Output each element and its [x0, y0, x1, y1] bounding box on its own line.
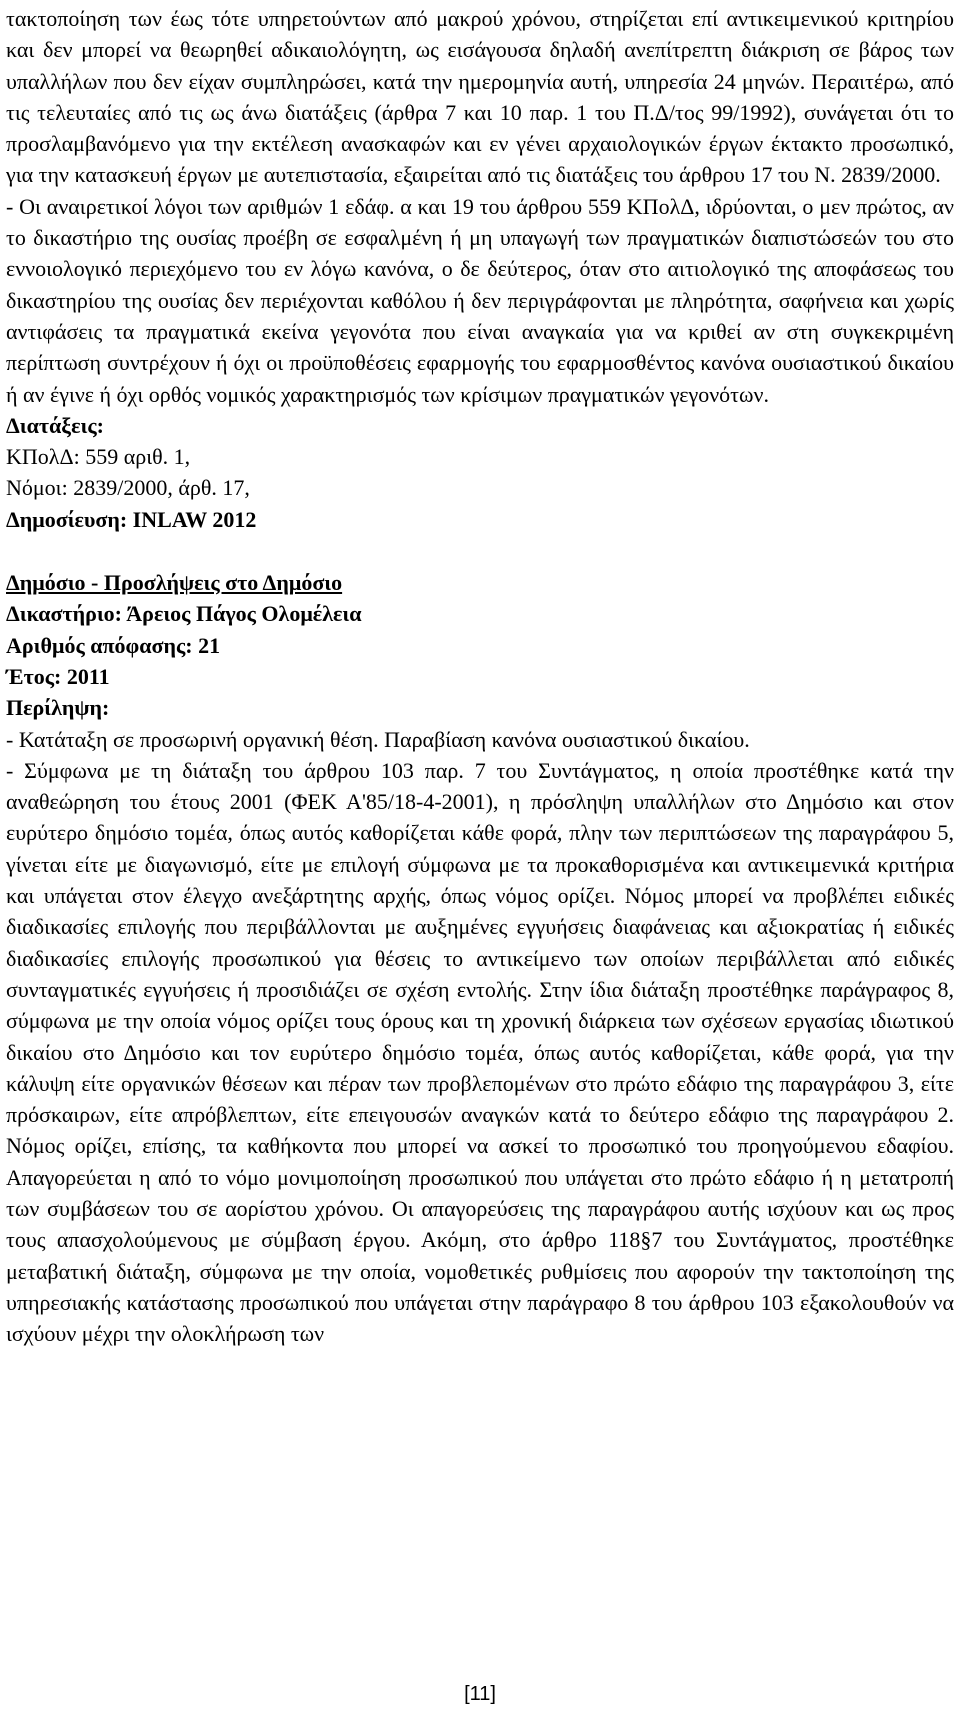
- summary-item-2: - Σύμφωνα με τη διάταξη του άρθρου 103 παρ. 7 του Συντάγματος, η οποία προστέθηκε κατά την αναθεώρηση του έτους 2001 (ΦΕΚ Α'85/18-4-2001), η πρόσληψη υπαλλήλων στο Δημόσιο και στον ευρύτερο δημόσιο τομέα, όπως αυτός καθορίζεται κάθε φορά, πλην των περιπτώσεων της παραγράφου 5, γίνεται είτε με διαγωνισμό, είτε με επιλογή σύμφωνα με τα προκαθορισμένα και αντικειμενικά κριτήρια και υπάγεται στον έλεγχο ανεξάρτητης αρχής, όπως νόμος ορίζει. Νόμος μπορεί να προβλέπει ειδικές διαδικασίες επιλογής που περιβάλλονται με αυξημένες εγγυήσεις διαφάνειας και αξιοκρατίας ή ειδικές διαδικασίες επιλογής προσωπικού για θέσεις το αντικείμενο των οποίων περιβάλλεται από ειδικές συνταγματικές εγγυήσεις ή προσιδιάζει σε σχέση εντολής. Στην ίδια διάταξη προστέθηκε παράγραφος 8, σύμφωνα με την οποία νόμος ορίζει τους όρους και τη χρονική διάρκεια των σχέσεων εργασίας ιδιωτικού δικαίου στο Δημόσιο και τον ευρύτερο δημόσιο τομέα, όπως αυτός καθορίζεται, κάθε φορά, για την κάλυψη είτε οργανικών θέσεων και πέραν των προβλεπομένων στο πρώτο εδάφιο της παραγράφου 3, είτε πρόσκαιρων, είτε απρόβλεπτων, είτε επειγουσών αναγκών κατά το δεύτερο εδάφιο της παραγράφου 2. Νόμος ορίζει, επίσης, τα καθήκοντα που μπορεί να ασκεί το προσωπικό του προηγούμενου εδαφίου. Απαγορεύεται η από το νόμο μονιμοποίηση προσωπικού που υπάγεται στο πρώτο εδάφιο ή η μετατροπή των συμβάσεων του σε αορίστου χρόνου. Οι απαγορεύσεις της παραγράφου αυτής ισχύουν και ως προς τους απασχολούμενους με σύμβαση έργου. Ακόμη, στο άρθρο 118§7 του Συντάγματος, προστέθηκε μεταβατική διάταξη, σύμφωνα με την οποία, νομοθετικές ρυθμίσεις που αφορούν την τακτοποίηση της υπηρεσιακής κατάστασης προσωπικού που υπάγεται στην παράγραφο 8 του άρθρου 103 εξακολουθούν να ισχύουν μέχρι την ολοκλήρωση των: [6, 757, 954, 1347]
- summary-heading: Περίληψη:: [6, 695, 110, 721]
- cassation-grounds-paragraph: - Οι αναιρετικοί λόγοι των αριθμών 1 εδάφ. α και 19 του άρθρου 559 ΚΠολΔ, ιδρύονται, ο μεν πρώτος, αν το δικαστήριο της ουσίας προέβη σε εσφαλμένη ή μη υπαγωγή των πραγματικών διαπιστώσεών του στο εννοιολογικό περιεχόμενο του εν λόγω κανόνα, ο δε δεύτερος, όταν στο αιτιολογικό της αποφάσεως του δικαστηρίου της ουσίας δεν περιέχονται καθόλου ή δεν περιγράφονται με πληρότητα, σαφήνεια και χωρίς αντιφάσεις τα πραγματικά εκείνα γεγονότα που είναι αναγκαία για να κριθεί αν στη συγκεκριμένη περίπτωση συντρέχουν ή όχι οι προϋποθέσεις εφαρμογής του εφαρμοσθέντος κανόνα ουσιαστικού δικαίου ή αν έγινε ή όχι ορθός νομικός χαρακτηρισμός των κρίσιμων πραγματικών γεγονότων.: [6, 193, 954, 407]
- publication-heading: Δημοσίευση: INLAW 2012: [6, 506, 257, 532]
- provision-kpold: ΚΠολΔ: 559 αριθ. 1,: [6, 444, 191, 470]
- case-title: Δημόσιο - Προσλήψεις στο Δημόσιο: [6, 570, 343, 596]
- court-line: Δικαστήριο: Άρειος Πάγος Ολομέλεια: [6, 601, 362, 627]
- summary-item-1: - Κατάταξη σε προσωρινή οργανική θέση. Παραβίαση κανόνα ουσιαστικού δικαίου.: [6, 726, 750, 752]
- section-gap: [6, 535, 954, 567]
- intro-paragraph: τακτοποίηση των έως τότε υπηρετούντων από μακρού χρόνου, στηρίζεται επί αντικειμενικού κριτηρίου και δεν μπορεί να θεωρηθεί αδικαιολόγητη, ως εισάγουσα δηλαδή ανεπίτρεπτη διάκριση σε βάρος των υπαλλήλων που δεν είχαν συμπληρώσει, κατά την ημερομηνία αυτή, υπηρεσία 24 μηνών. Περαιτέρω, από τις τελευταίες από τις ως άνω διατάξεις (άρθρα 7 και 10 παρ. 1 του Π.Δ/τος 99/1992), συνάγεται ότι το προσλαμβανόμενο για την εκτέλεση ανασκαφών και εν γένει αρχαιολογικών έργων έκτακτο προσωπικό, για την κατασκευή έργων με αυτεπιστασία, εξαιρείται από τις διατάξεις του άρθρου 17 του Ν. 2839/2000.: [6, 6, 954, 188]
- year-line: Έτος: 2011: [6, 663, 110, 689]
- page-number: [11]: [464, 1683, 496, 1705]
- provision-laws: Νόμοι: 2839/2000, άρθ. 17,: [6, 475, 250, 501]
- decision-number-line: Αριθμός απόφασης: 21: [6, 632, 221, 658]
- document-page: [6, 3, 954, 1349]
- provisions-heading: Διατάξεις:: [6, 412, 104, 438]
